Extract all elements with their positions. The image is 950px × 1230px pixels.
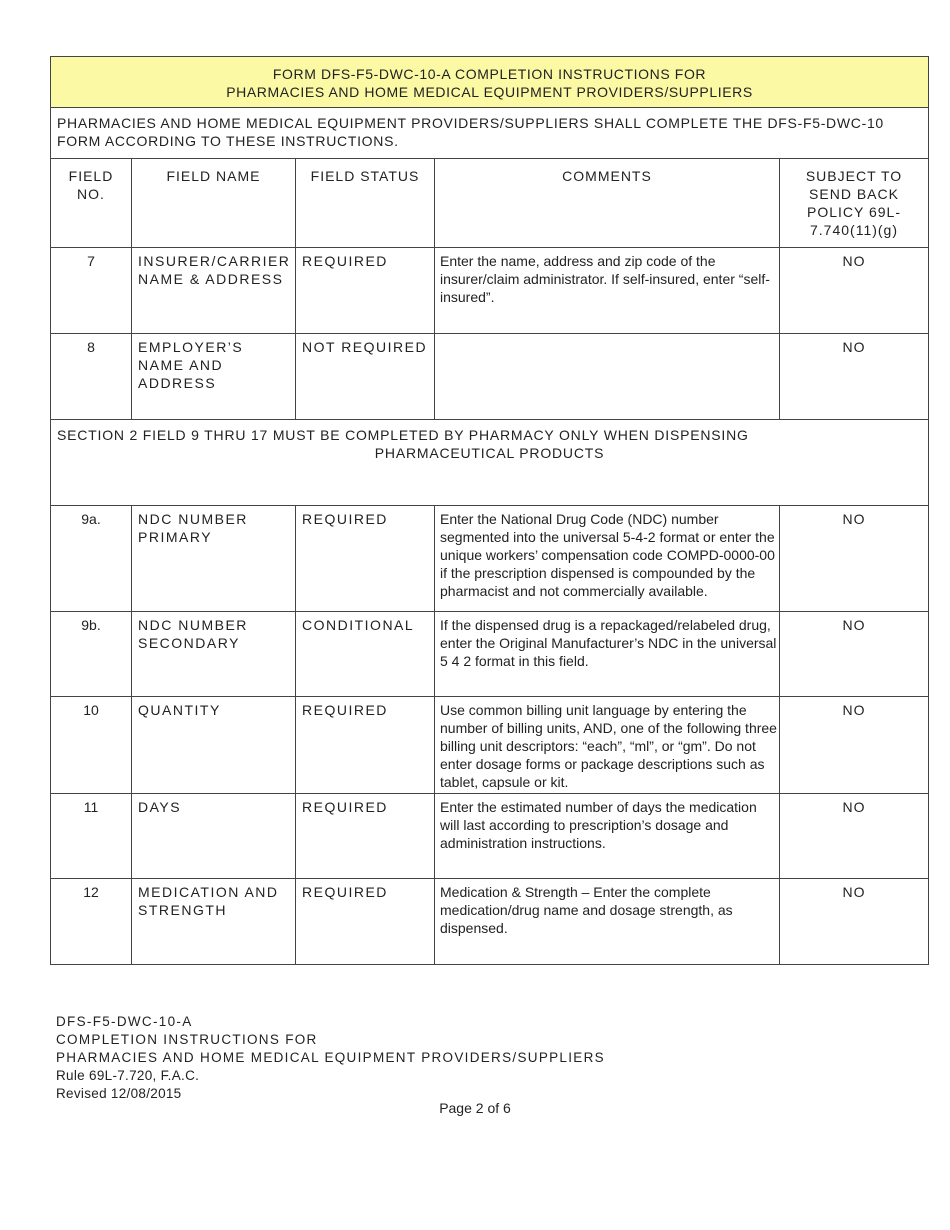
form-title: [51, 57, 929, 108]
footer-line2: COMPLETION INSTRUCTIONS FOR: [56, 1032, 318, 1047]
row-comment: Enter the estimated number of days the medication will last according to prescription’s dosage and administration instructions.: [435, 794, 780, 879]
row-field-name: MEDICATION AND STRENGTH: [132, 879, 296, 965]
header-field-name: FIELD NAME: [132, 159, 296, 248]
section-heading-line1: SECTION 2 FIELD 9 THRU 17 MUST BE COMPLETED BY PHARMACY ONLY WHEN DISPENSING: [57, 427, 749, 443]
row-field-status: REQUIRED: [296, 879, 435, 965]
page-number: Page 2 of 6: [439, 1100, 511, 1116]
header-field-no: FIELD NO.: [51, 159, 132, 248]
row-comment: Enter the name, address and zip code of the insurer/claim administrator. If self-insured, enter “self-insured”.: [435, 248, 780, 334]
header-field-status: FIELD STATUS: [296, 159, 435, 248]
row-field-name: QUANTITY: [132, 697, 296, 794]
table-row: [51, 248, 929, 334]
footer-rule: Rule 69L-7.720, F.A.C.: [56, 1068, 200, 1083]
table-row: [51, 612, 929, 697]
row-field-no: 9a.: [51, 506, 132, 612]
section-heading: [51, 420, 929, 506]
row-field-name: EMPLOYER’S NAME AND ADDRESS: [132, 334, 296, 420]
header-comments: COMMENTS: [435, 159, 780, 248]
row-field-status: NOT REQUIRED: [296, 334, 435, 420]
instructions-table: [50, 56, 929, 965]
row-field-status: REQUIRED: [296, 248, 435, 334]
table-row: [51, 697, 929, 794]
table-row: [51, 334, 929, 420]
row-field-status: REQUIRED: [296, 794, 435, 879]
row-subject: NO: [780, 506, 929, 612]
row-field-no: 12: [51, 879, 132, 965]
row-field-status: REQUIRED: [296, 506, 435, 612]
row-subject: NO: [780, 697, 929, 794]
row-subject: NO: [780, 248, 929, 334]
row-field-status: CONDITIONAL: [296, 612, 435, 697]
row-field-no: 11: [51, 794, 132, 879]
row-subject: NO: [780, 612, 929, 697]
row-comment: Enter the National Drug Code (NDC) number segmented into the universal 5-4-2 format or enter the unique workers’ compensation code COMPD-0000-00 if the prescription dispensed is compounded by the pharmacist and not commercially available.: [435, 506, 780, 612]
row-field-no: 10: [51, 697, 132, 794]
table-row: [51, 506, 929, 612]
row-field-name: NDC NUMBER SECONDARY: [132, 612, 296, 697]
row-field-name: INSURER/CARRIER NAME & ADDRESS: [132, 248, 296, 334]
row-comment: Use common billing unit language by entering the number of billing units, AND, one of the following three billing unit descriptors: “each”, “ml”, or “gm”. Do not enter dosage forms or package descriptions such as tablet, capsule or kit.: [435, 697, 780, 794]
intro-text: PHARMACIES AND HOME MEDICAL EQUIPMENT PROVIDERS/SUPPLIERS SHALL COMPLETE THE DFS-F5-DWC-10 FORM ACCORDING TO THESE INSTRUCTIONS.: [51, 108, 929, 159]
row-subject: NO: [780, 794, 929, 879]
row-field-status: REQUIRED: [296, 697, 435, 794]
row-field-name: NDC NUMBER PRIMARY: [132, 506, 296, 612]
form-title-line1: FORM DFS-F5-DWC-10-A COMPLETION INSTRUCTIONS FOR: [272, 66, 707, 82]
row-subject: NO: [780, 879, 929, 965]
table-row: [51, 879, 929, 965]
row-comment: Medication & Strength – Enter the complete medication/drug name and dosage strength, as dispensed.: [435, 879, 780, 965]
row-field-no: 8: [51, 334, 132, 420]
row-comment: If the dispensed drug is a repackaged/relabeled drug, enter the Original Manufacturer’s NDC in the universal 5 4 2 format in this field.: [435, 612, 780, 697]
footer-line3: PHARMACIES AND HOME MEDICAL EQUIPMENT PROVIDERS/SUPPLIERS: [56, 1050, 605, 1065]
row-comment: [435, 334, 780, 420]
form-title-line2: PHARMACIES AND HOME MEDICAL EQUIPMENT PROVIDERS/SUPPLIERS: [226, 84, 753, 100]
footer-revised: Revised 12/08/2015: [56, 1086, 182, 1101]
row-field-no: 7: [51, 248, 132, 334]
table-row: [51, 794, 929, 879]
row-field-no: 9b.: [51, 612, 132, 697]
section-heading-line2: PHARMACEUTICAL PRODUCTS: [374, 445, 605, 461]
document-footer: [56, 1013, 605, 1103]
footer-form-id: DFS-F5-DWC-10-A: [56, 1014, 193, 1029]
row-subject: NO: [780, 334, 929, 420]
header-subject: SUBJECT TO SEND BACK POLICY 69L-7.740(11)(g): [780, 159, 929, 248]
row-field-name: DAYS: [132, 794, 296, 879]
